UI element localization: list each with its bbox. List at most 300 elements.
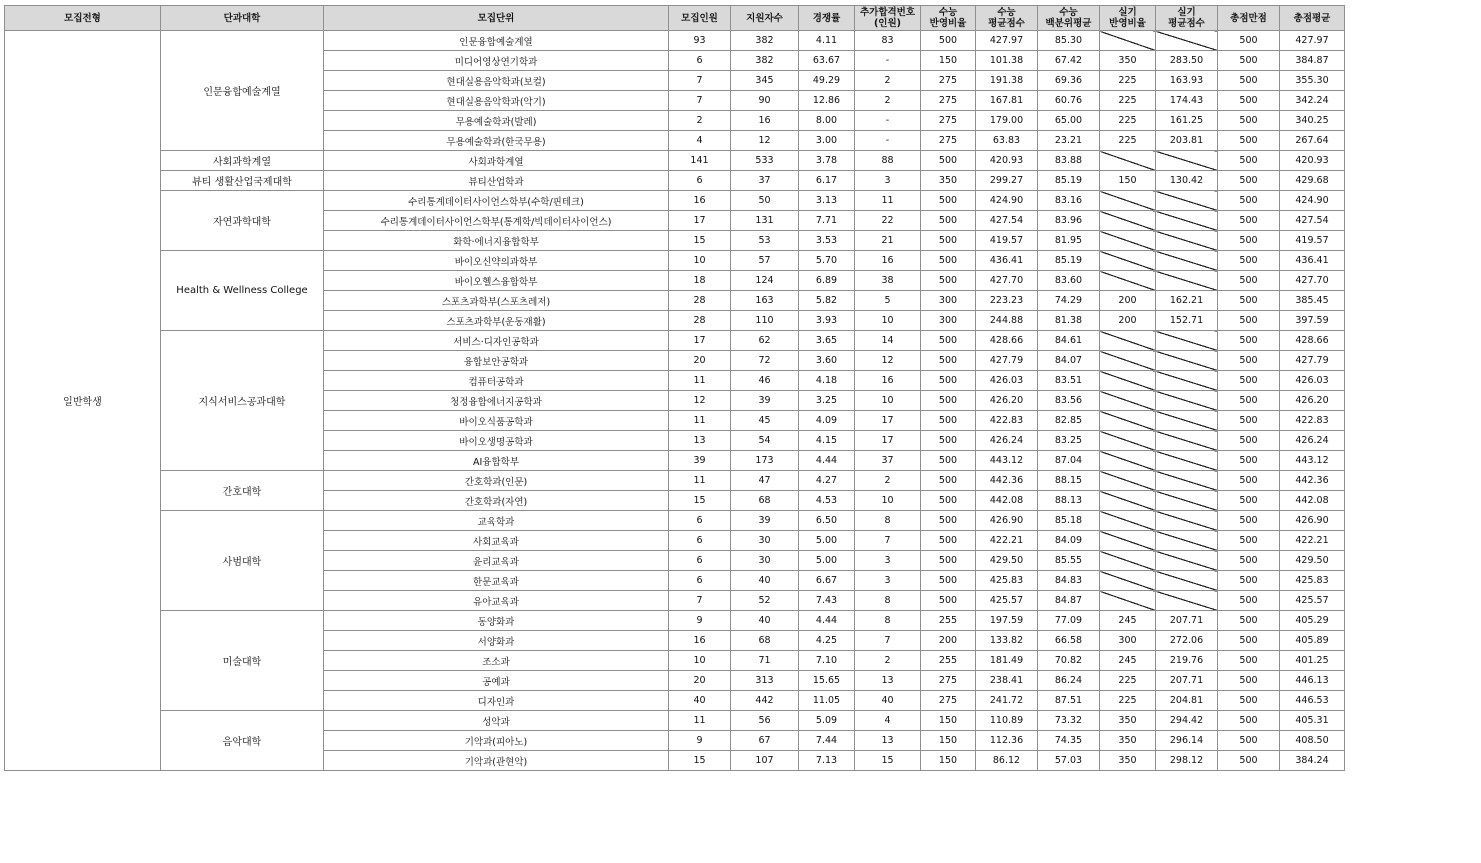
value-cell: 57 bbox=[731, 251, 799, 271]
value-cell: 85.19 bbox=[1038, 171, 1100, 191]
value-cell: 350 bbox=[921, 171, 976, 191]
value-cell: 446.53 bbox=[1280, 691, 1345, 711]
not-applicable-cell bbox=[1156, 251, 1218, 271]
table-row bbox=[5, 151, 1345, 171]
not-applicable-cell bbox=[1156, 531, 1218, 551]
department-cell: AI융합학부 bbox=[324, 451, 669, 471]
not-applicable-cell bbox=[1156, 591, 1218, 611]
department-cell: 성악과 bbox=[324, 711, 669, 731]
value-cell: 8.00 bbox=[799, 111, 855, 131]
not-applicable-cell bbox=[1156, 231, 1218, 251]
department-cell: 디자인과 bbox=[324, 691, 669, 711]
value-cell: 15.65 bbox=[799, 671, 855, 691]
value-cell: 7.13 bbox=[799, 751, 855, 771]
column-header: 총점만점 bbox=[1218, 6, 1280, 31]
value-cell: 4.09 bbox=[799, 411, 855, 431]
value-cell: 500 bbox=[921, 591, 976, 611]
value-cell: 47 bbox=[731, 471, 799, 491]
value-cell: 15 bbox=[669, 231, 731, 251]
not-applicable-cell bbox=[1100, 31, 1156, 51]
value-cell: 500 bbox=[1218, 271, 1280, 291]
value-cell: 3.78 bbox=[799, 151, 855, 171]
department-cell: 유아교육과 bbox=[324, 591, 669, 611]
value-cell: 130.42 bbox=[1156, 171, 1218, 191]
value-cell: 313 bbox=[731, 671, 799, 691]
department-cell: 스포츠과학부(운동재활) bbox=[324, 311, 669, 331]
value-cell: 275 bbox=[921, 71, 976, 91]
value-cell: 425.57 bbox=[1280, 591, 1345, 611]
value-cell: 275 bbox=[921, 671, 976, 691]
value-cell: 425.57 bbox=[976, 591, 1038, 611]
value-cell: 255 bbox=[921, 611, 976, 631]
value-cell: 422.83 bbox=[1280, 411, 1345, 431]
value-cell: 428.66 bbox=[1280, 331, 1345, 351]
value-cell: 500 bbox=[921, 31, 976, 51]
value-cell: 150 bbox=[921, 751, 976, 771]
value-cell: 17 bbox=[669, 211, 731, 231]
value-cell: 500 bbox=[921, 471, 976, 491]
value-cell: 3 bbox=[855, 171, 921, 191]
value-cell: 83.96 bbox=[1038, 211, 1100, 231]
value-cell: 87.51 bbox=[1038, 691, 1100, 711]
value-cell: 275 bbox=[921, 91, 976, 111]
value-cell: 420.93 bbox=[976, 151, 1038, 171]
column-header: 총점평균 bbox=[1280, 6, 1345, 31]
value-cell: 500 bbox=[1218, 751, 1280, 771]
column-header: 추가합격번호 (인원) bbox=[855, 6, 921, 31]
value-cell: 275 bbox=[921, 131, 976, 151]
value-cell: 443.12 bbox=[1280, 451, 1345, 471]
value-cell: 442.36 bbox=[1280, 471, 1345, 491]
college-cell: Health & Wellness College bbox=[161, 251, 324, 331]
value-cell: 500 bbox=[1218, 111, 1280, 131]
value-cell: 15 bbox=[669, 491, 731, 511]
value-cell: 12 bbox=[669, 391, 731, 411]
value-cell: 405.31 bbox=[1280, 711, 1345, 731]
value-cell: 82.85 bbox=[1038, 411, 1100, 431]
value-cell: 73.32 bbox=[1038, 711, 1100, 731]
value-cell: 4.18 bbox=[799, 371, 855, 391]
value-cell: 163 bbox=[731, 291, 799, 311]
value-cell: 238.41 bbox=[976, 671, 1038, 691]
department-cell: 현대실용음악학과(악기) bbox=[324, 91, 669, 111]
value-cell: 425.83 bbox=[1280, 571, 1345, 591]
value-cell: 86.12 bbox=[976, 751, 1038, 771]
value-cell: 500 bbox=[1218, 731, 1280, 751]
value-cell: 66.58 bbox=[1038, 631, 1100, 651]
value-cell: 6 bbox=[669, 571, 731, 591]
value-cell: 405.89 bbox=[1280, 631, 1345, 651]
value-cell: 65.00 bbox=[1038, 111, 1100, 131]
value-cell: 28 bbox=[669, 291, 731, 311]
value-cell: 84.07 bbox=[1038, 351, 1100, 371]
value-cell: 426.24 bbox=[976, 431, 1038, 451]
value-cell: 17 bbox=[855, 411, 921, 431]
value-cell: 60.76 bbox=[1038, 91, 1100, 111]
value-cell: 422.21 bbox=[1280, 531, 1345, 551]
value-cell: 500 bbox=[1218, 171, 1280, 191]
value-cell: 442.08 bbox=[1280, 491, 1345, 511]
column-header: 실기 평균점수 bbox=[1156, 6, 1218, 31]
value-cell: 37 bbox=[855, 451, 921, 471]
value-cell: 500 bbox=[921, 511, 976, 531]
value-cell: 245 bbox=[1100, 611, 1156, 631]
value-cell: 6.67 bbox=[799, 571, 855, 591]
value-cell: 500 bbox=[921, 371, 976, 391]
value-cell: 21 bbox=[855, 231, 921, 251]
value-cell: 426.03 bbox=[976, 371, 1038, 391]
value-cell: 161.25 bbox=[1156, 111, 1218, 131]
value-cell: 20 bbox=[669, 671, 731, 691]
value-cell: 405.29 bbox=[1280, 611, 1345, 631]
value-cell: 500 bbox=[921, 531, 976, 551]
value-cell: 6 bbox=[669, 511, 731, 531]
value-cell: 10 bbox=[855, 311, 921, 331]
value-cell: 207.71 bbox=[1156, 611, 1218, 631]
value-cell: 355.30 bbox=[1280, 71, 1345, 91]
value-cell: 500 bbox=[921, 251, 976, 271]
value-cell: 426.90 bbox=[976, 511, 1038, 531]
value-cell: 141 bbox=[669, 151, 731, 171]
value-cell: 12.86 bbox=[799, 91, 855, 111]
value-cell: 40 bbox=[731, 571, 799, 591]
college-cell: 사회과학계열 bbox=[161, 151, 324, 171]
not-applicable-cell bbox=[1100, 551, 1156, 571]
value-cell: 7.43 bbox=[799, 591, 855, 611]
value-cell: 174.43 bbox=[1156, 91, 1218, 111]
value-cell: 245 bbox=[1100, 651, 1156, 671]
value-cell: 294.42 bbox=[1156, 711, 1218, 731]
college-cell: 지식서비스공과대학 bbox=[161, 331, 324, 471]
value-cell: 3.60 bbox=[799, 351, 855, 371]
value-cell: 350 bbox=[1100, 751, 1156, 771]
value-cell: 446.13 bbox=[1280, 671, 1345, 691]
value-cell: 70.82 bbox=[1038, 651, 1100, 671]
college-cell: 인문융합예술계열 bbox=[161, 31, 324, 151]
value-cell: 6.50 bbox=[799, 511, 855, 531]
value-cell: 49.29 bbox=[799, 71, 855, 91]
department-cell: 간호학과(자연) bbox=[324, 491, 669, 511]
value-cell: 30 bbox=[731, 551, 799, 571]
value-cell: 150 bbox=[1100, 171, 1156, 191]
value-cell: 428.66 bbox=[976, 331, 1038, 351]
value-cell: 6 bbox=[669, 551, 731, 571]
value-cell: 150 bbox=[921, 51, 976, 71]
department-cell: 바이오식품공학과 bbox=[324, 411, 669, 431]
value-cell: 385.45 bbox=[1280, 291, 1345, 311]
table-row bbox=[5, 251, 1345, 271]
not-applicable-cell bbox=[1100, 591, 1156, 611]
value-cell: 500 bbox=[1218, 511, 1280, 531]
value-cell: 296.14 bbox=[1156, 731, 1218, 751]
value-cell: 500 bbox=[921, 411, 976, 431]
value-cell: 500 bbox=[1218, 571, 1280, 591]
value-cell: 133.82 bbox=[976, 631, 1038, 651]
value-cell: 272.06 bbox=[1156, 631, 1218, 651]
value-cell: 500 bbox=[1218, 291, 1280, 311]
value-cell: 16 bbox=[855, 251, 921, 271]
value-cell: 200 bbox=[1100, 291, 1156, 311]
value-cell: 9 bbox=[669, 731, 731, 751]
not-applicable-cell bbox=[1100, 371, 1156, 391]
value-cell: 422.83 bbox=[976, 411, 1038, 431]
value-cell: 255 bbox=[921, 651, 976, 671]
value-cell: 39 bbox=[669, 451, 731, 471]
value-cell: 350 bbox=[1100, 711, 1156, 731]
value-cell: 350 bbox=[1100, 731, 1156, 751]
value-cell: 429.50 bbox=[1280, 551, 1345, 571]
value-cell: 15 bbox=[855, 751, 921, 771]
not-applicable-cell bbox=[1100, 491, 1156, 511]
value-cell: 219.76 bbox=[1156, 651, 1218, 671]
value-cell: 275 bbox=[921, 111, 976, 131]
college-cell: 사범대학 bbox=[161, 511, 324, 611]
value-cell: 424.90 bbox=[976, 191, 1038, 211]
value-cell: 7.44 bbox=[799, 731, 855, 751]
value-cell: 68 bbox=[731, 631, 799, 651]
value-cell: 93 bbox=[669, 31, 731, 51]
value-cell: 225 bbox=[1100, 71, 1156, 91]
not-applicable-cell bbox=[1156, 471, 1218, 491]
value-cell: 16 bbox=[669, 631, 731, 651]
value-cell: 207.71 bbox=[1156, 671, 1218, 691]
value-cell: 3.00 bbox=[799, 131, 855, 151]
value-cell: 500 bbox=[921, 491, 976, 511]
value-cell: 225 bbox=[1100, 111, 1156, 131]
department-cell: 바이오생명공학과 bbox=[324, 431, 669, 451]
value-cell: 223.23 bbox=[976, 291, 1038, 311]
value-cell: 83.25 bbox=[1038, 431, 1100, 451]
value-cell: 500 bbox=[921, 151, 976, 171]
value-cell: 200 bbox=[921, 631, 976, 651]
value-cell: 500 bbox=[1218, 651, 1280, 671]
value-cell: 13 bbox=[855, 671, 921, 691]
not-applicable-cell bbox=[1100, 431, 1156, 451]
value-cell: 7 bbox=[669, 71, 731, 91]
value-cell: 4 bbox=[855, 711, 921, 731]
value-cell: 427.79 bbox=[976, 351, 1038, 371]
not-applicable-cell bbox=[1156, 351, 1218, 371]
value-cell: 63.67 bbox=[799, 51, 855, 71]
not-applicable-cell bbox=[1100, 411, 1156, 431]
not-applicable-cell bbox=[1156, 411, 1218, 431]
value-cell: 124 bbox=[731, 271, 799, 291]
value-cell: 275 bbox=[921, 691, 976, 711]
value-cell: 7 bbox=[669, 591, 731, 611]
value-cell: 84.61 bbox=[1038, 331, 1100, 351]
value-cell: 500 bbox=[1218, 591, 1280, 611]
value-cell: 12 bbox=[731, 131, 799, 151]
value-cell: 6 bbox=[669, 531, 731, 551]
not-applicable-cell bbox=[1156, 491, 1218, 511]
value-cell: 74.35 bbox=[1038, 731, 1100, 751]
value-cell: 427.70 bbox=[976, 271, 1038, 291]
department-cell: 한문교육과 bbox=[324, 571, 669, 591]
value-cell: 81.38 bbox=[1038, 311, 1100, 331]
value-cell: 10 bbox=[669, 251, 731, 271]
value-cell: 13 bbox=[855, 731, 921, 751]
value-cell: 6.17 bbox=[799, 171, 855, 191]
value-cell: 179.00 bbox=[976, 111, 1038, 131]
value-cell: 83.16 bbox=[1038, 191, 1100, 211]
column-header: 수능 백분위평균 bbox=[1038, 6, 1100, 31]
value-cell: 500 bbox=[1218, 631, 1280, 651]
value-cell: 85.55 bbox=[1038, 551, 1100, 571]
column-header: 모집전형 bbox=[5, 6, 161, 31]
value-cell: 342.24 bbox=[1280, 91, 1345, 111]
value-cell: 110 bbox=[731, 311, 799, 331]
value-cell: 419.57 bbox=[976, 231, 1038, 251]
value-cell: 203.81 bbox=[1156, 131, 1218, 151]
value-cell: 350 bbox=[1100, 51, 1156, 71]
value-cell: 10 bbox=[855, 391, 921, 411]
department-cell: 사회과학계열 bbox=[324, 151, 669, 171]
value-cell: 10 bbox=[669, 651, 731, 671]
value-cell: 429.50 bbox=[976, 551, 1038, 571]
value-cell: 150 bbox=[921, 711, 976, 731]
admission-type-cell: 일반학생 bbox=[5, 31, 161, 771]
college-cell: 뷰티 생활산업국제대학 bbox=[161, 171, 324, 191]
value-cell: 112.36 bbox=[976, 731, 1038, 751]
department-cell: 서비스·디자인공학과 bbox=[324, 331, 669, 351]
not-applicable-cell bbox=[1100, 151, 1156, 171]
value-cell: 267.64 bbox=[1280, 131, 1345, 151]
value-cell: 340.25 bbox=[1280, 111, 1345, 131]
value-cell: 15 bbox=[669, 751, 731, 771]
not-applicable-cell bbox=[1156, 211, 1218, 231]
value-cell: 88.15 bbox=[1038, 471, 1100, 491]
not-applicable-cell bbox=[1156, 431, 1218, 451]
value-cell: 40 bbox=[669, 691, 731, 711]
value-cell: 241.72 bbox=[976, 691, 1038, 711]
value-cell: 300 bbox=[921, 291, 976, 311]
value-cell: 4.53 bbox=[799, 491, 855, 511]
department-cell: 간호학과(인문) bbox=[324, 471, 669, 491]
value-cell: 500 bbox=[921, 231, 976, 251]
department-cell: 스포츠과학부(스포츠레저) bbox=[324, 291, 669, 311]
value-cell: 299.27 bbox=[976, 171, 1038, 191]
value-cell: 4.11 bbox=[799, 31, 855, 51]
value-cell: 39 bbox=[731, 511, 799, 531]
value-cell: 16 bbox=[669, 191, 731, 211]
college-cell: 간호대학 bbox=[161, 471, 324, 511]
value-cell: 71 bbox=[731, 651, 799, 671]
value-cell: 3 bbox=[855, 551, 921, 571]
column-header: 수능 평균점수 bbox=[976, 6, 1038, 31]
value-cell: 426.20 bbox=[976, 391, 1038, 411]
value-cell: 68 bbox=[731, 491, 799, 511]
value-cell: 57.03 bbox=[1038, 751, 1100, 771]
value-cell: 500 bbox=[921, 271, 976, 291]
table-row bbox=[5, 31, 1345, 51]
value-cell: 4.44 bbox=[799, 451, 855, 471]
table-row bbox=[5, 611, 1345, 631]
table-row bbox=[5, 511, 1345, 531]
value-cell: 5.09 bbox=[799, 711, 855, 731]
value-cell: - bbox=[855, 131, 921, 151]
value-cell: 3.53 bbox=[799, 231, 855, 251]
header-row bbox=[5, 6, 1345, 31]
value-cell: 500 bbox=[1218, 251, 1280, 271]
value-cell: 300 bbox=[921, 311, 976, 331]
value-cell: 500 bbox=[921, 451, 976, 471]
value-cell: 427.70 bbox=[1280, 271, 1345, 291]
value-cell: 14 bbox=[855, 331, 921, 351]
department-cell: 서양화과 bbox=[324, 631, 669, 651]
not-applicable-cell bbox=[1100, 191, 1156, 211]
value-cell: 500 bbox=[921, 571, 976, 591]
value-cell: 7 bbox=[855, 531, 921, 551]
value-cell: 72 bbox=[731, 351, 799, 371]
value-cell: 408.50 bbox=[1280, 731, 1345, 751]
value-cell: 4 bbox=[669, 131, 731, 151]
department-cell: 공예과 bbox=[324, 671, 669, 691]
value-cell: 500 bbox=[1218, 231, 1280, 251]
value-cell: 13 bbox=[669, 431, 731, 451]
college-cell: 미술대학 bbox=[161, 611, 324, 711]
value-cell: 2 bbox=[855, 651, 921, 671]
department-cell: 뷰티산업학과 bbox=[324, 171, 669, 191]
value-cell: 87.04 bbox=[1038, 451, 1100, 471]
value-cell: 5 bbox=[855, 291, 921, 311]
not-applicable-cell bbox=[1100, 391, 1156, 411]
value-cell: 16 bbox=[855, 371, 921, 391]
value-cell: 39 bbox=[731, 391, 799, 411]
value-cell: 500 bbox=[921, 211, 976, 231]
value-cell: 443.12 bbox=[976, 451, 1038, 471]
value-cell: 5.70 bbox=[799, 251, 855, 271]
value-cell: 500 bbox=[1218, 531, 1280, 551]
value-cell: 10 bbox=[855, 491, 921, 511]
value-cell: 442.08 bbox=[976, 491, 1038, 511]
value-cell: 436.41 bbox=[976, 251, 1038, 271]
value-cell: 101.38 bbox=[976, 51, 1038, 71]
not-applicable-cell bbox=[1100, 571, 1156, 591]
value-cell: 225 bbox=[1100, 691, 1156, 711]
table-body bbox=[5, 31, 1345, 771]
value-cell: 110.89 bbox=[976, 711, 1038, 731]
value-cell: 62 bbox=[731, 331, 799, 351]
college-cell: 음악대학 bbox=[161, 711, 324, 771]
value-cell: 420.93 bbox=[1280, 151, 1345, 171]
value-cell: 2 bbox=[855, 71, 921, 91]
column-header: 수능 반영비율 bbox=[921, 6, 976, 31]
value-cell: 83.56 bbox=[1038, 391, 1100, 411]
value-cell: 197.59 bbox=[976, 611, 1038, 631]
column-header: 모집단위 bbox=[324, 6, 669, 31]
not-applicable-cell bbox=[1156, 451, 1218, 471]
value-cell: 500 bbox=[1218, 211, 1280, 231]
value-cell: 84.83 bbox=[1038, 571, 1100, 591]
not-applicable-cell bbox=[1156, 391, 1218, 411]
value-cell: 300 bbox=[1100, 631, 1156, 651]
not-applicable-cell bbox=[1156, 151, 1218, 171]
value-cell: 427.97 bbox=[976, 31, 1038, 51]
department-cell: 수리통계데이터사이언스학부(수학/핀테크) bbox=[324, 191, 669, 211]
value-cell: 244.88 bbox=[976, 311, 1038, 331]
not-applicable-cell bbox=[1100, 231, 1156, 251]
department-cell: 수리통계데이터사이언스학부(통계학/빅데이터사이언스) bbox=[324, 211, 669, 231]
value-cell: 167.81 bbox=[976, 91, 1038, 111]
value-cell: 6.89 bbox=[799, 271, 855, 291]
value-cell: 11 bbox=[855, 191, 921, 211]
value-cell: 88 bbox=[855, 151, 921, 171]
value-cell: 8 bbox=[855, 511, 921, 531]
value-cell: 500 bbox=[1218, 611, 1280, 631]
department-cell: 사회교육과 bbox=[324, 531, 669, 551]
not-applicable-cell bbox=[1156, 331, 1218, 351]
department-cell: 화학·에너지융합학부 bbox=[324, 231, 669, 251]
